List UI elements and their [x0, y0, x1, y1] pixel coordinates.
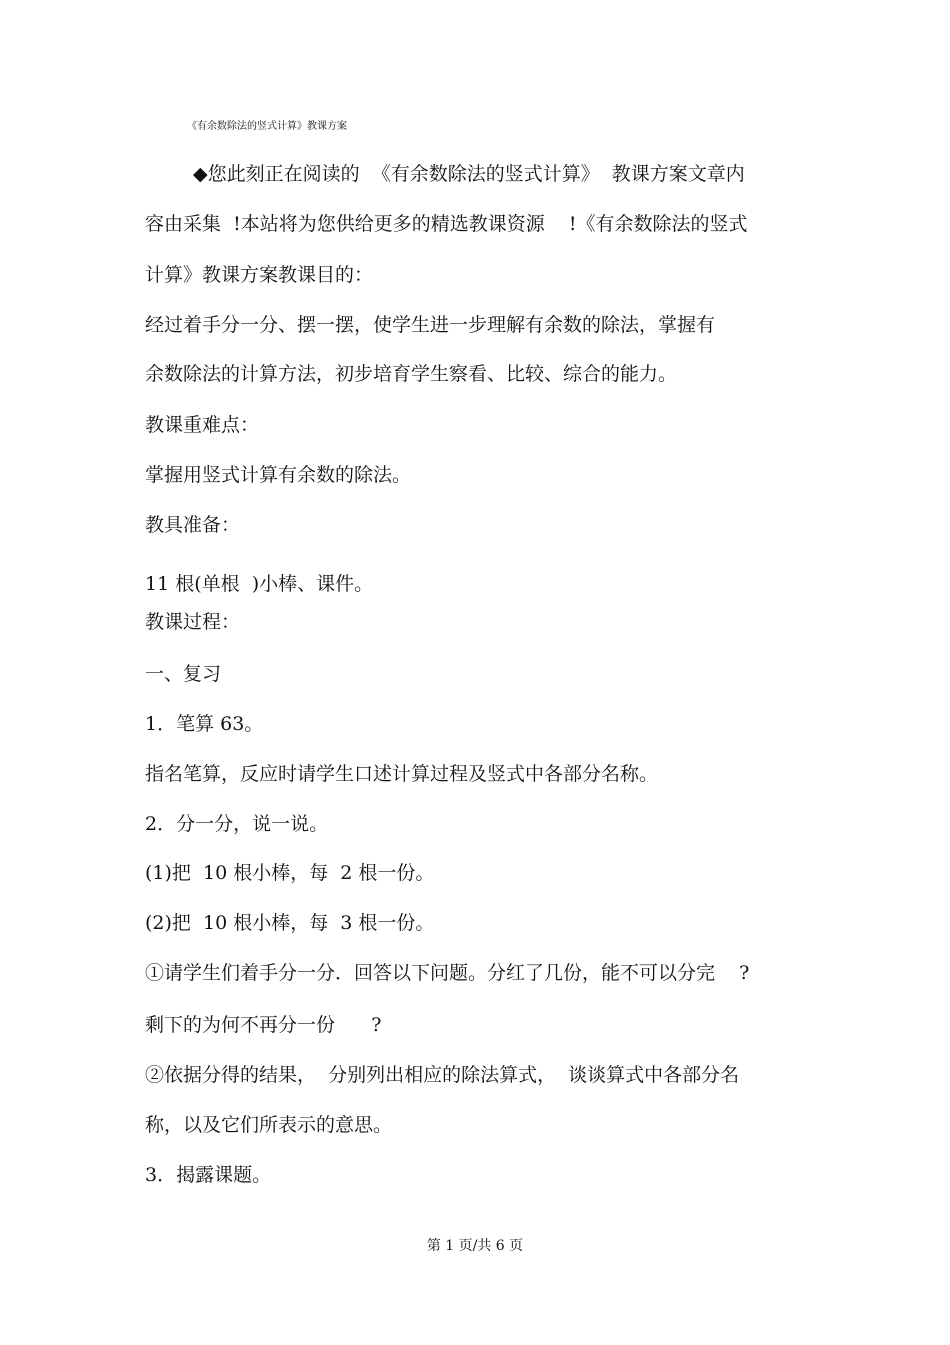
body-text-line: 容由采集 !本站将为您供给更多的精选教课资源 !《有余数除法的竖式 — [145, 213, 748, 235]
list-item: 3．揭露课题。 — [145, 1164, 272, 1186]
section-heading: 一、复习 — [145, 663, 222, 685]
body-text-line: 余数除法的计算方法，初步培育学生察看、比较、综合的能力。 — [145, 363, 678, 385]
body-text-line: ①请学生们着手分一分．回答以下问题。分红了几份，能不可以分完 ? — [145, 962, 750, 984]
body-text-line: 掌握用竖式计算有余数的除法。 — [145, 464, 412, 486]
body-text-line: 称，以及它们所表示的意思。 — [145, 1114, 393, 1136]
list-item: (1)把 10 根小棒，每 2 根一份。 — [145, 862, 435, 884]
section-heading: 教具准备： — [145, 514, 241, 536]
list-item: (2)把 10 根小棒，每 3 根一份。 — [145, 912, 435, 934]
page-header: 《有余数除法的竖式计算》教课方案 — [187, 121, 347, 132]
body-text-line: 剩下的为何不再分一份 ? — [145, 1014, 382, 1036]
body-text-line: 经过着手分一分、摆一摆，使学生进一步理解有余数的除法，掌握有 — [145, 314, 716, 336]
list-item: 2．分一分，说一说。 — [145, 813, 329, 835]
body-text-line: 指名笔算，反应时请学生口述计算过程及竖式中各部分名称。 — [145, 763, 659, 785]
body-text-line: 计算》教课方案教课目的： — [145, 264, 374, 286]
body-text-line: ②依据分得的结果， 分别列出相应的除法算式， 谈谈算式中各部分名 — [145, 1064, 740, 1086]
section-heading: 教课过程： — [145, 611, 241, 633]
body-text-line: ◆您此刻正在阅读的 《有余数除法的竖式计算》 教课方案文章内 — [193, 163, 745, 185]
body-text-line: 11 根(单根 )小棒、课件。 — [145, 573, 374, 595]
list-item: 1．笔算 63。 — [145, 713, 264, 735]
page-number: 第 1 页/共 6 页 — [426, 1238, 524, 1254]
section-heading: 教课重难点： — [145, 414, 260, 436]
